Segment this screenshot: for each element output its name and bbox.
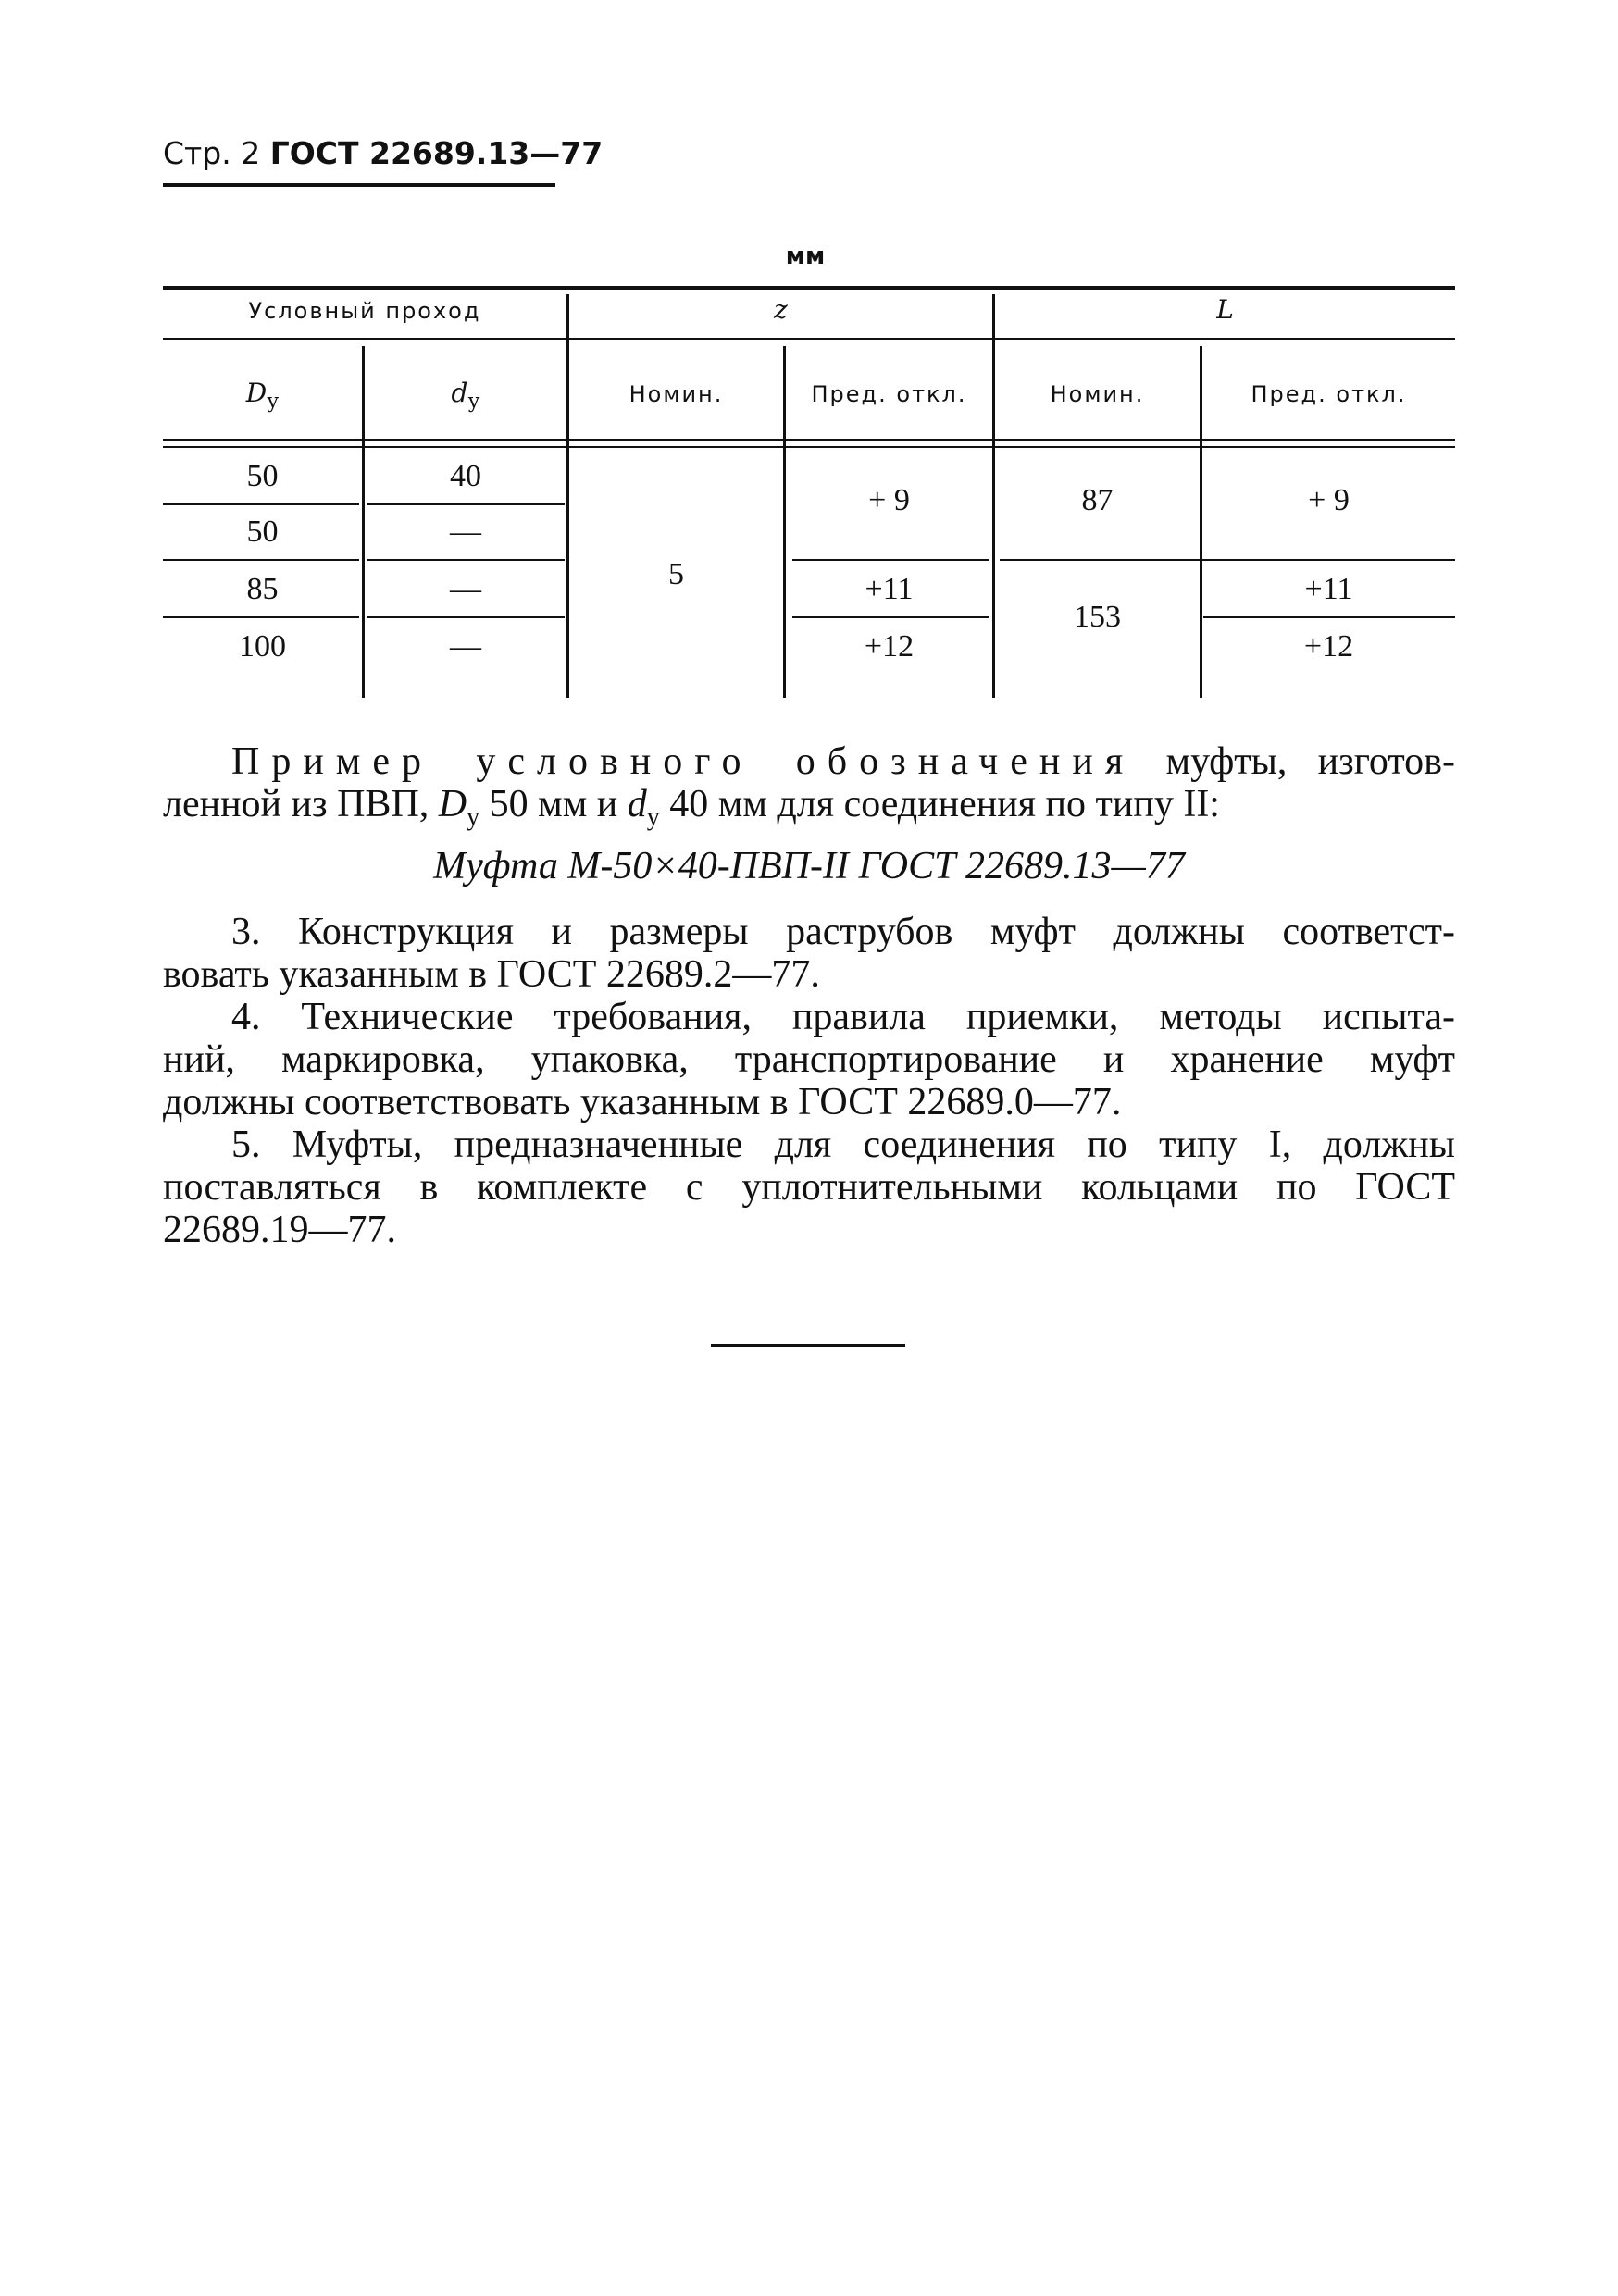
cell-dy-row4: — [450,629,481,664]
example-line-1: Пример условного обозначения муфты, изготов- [231,740,1455,783]
header-group-rule [163,338,1455,340]
example-line-2: ленной из ПВП, $D_у$ 50 мм и $d_у$ 40 мм для соединения по типу II: [163,783,1220,832]
header-L-nominal: Номин. [1050,381,1145,407]
item-4-line-2: ний, маркировка, упаковка, транспортирование и хранение муфт [163,1038,1455,1081]
row-rule-2-L [1000,559,1455,561]
page-header [163,135,603,171]
end-rule [711,1344,905,1347]
header-underline [163,183,555,187]
item-5 [163,1123,1455,1251]
cell-L-nominal-2: 153 [1074,600,1121,634]
designation-example: Муфта М-50×40-ПВП-II ГОСТ 22689.13—77 [433,845,1185,887]
cell-dy-row1: 40 [450,459,481,493]
cell-Dy-row1: 50 [246,459,279,493]
header-dy: $d_у$ [451,378,480,414]
cell-z-nominal: 5 [668,557,684,591]
row-rule-3-zdev [792,616,989,618]
row-rule-3 [163,616,359,618]
item-3 [163,911,1455,996]
row-rule-3b [367,616,565,618]
cell-Dy-row2: 50 [246,515,279,549]
header-L-deviation: Пред. откл. [1251,381,1407,407]
row-rule-2-zdev [792,559,989,561]
item-4-line-3: должны соответствовать указанным в ГОСТ 22689.0—77. [163,1081,1122,1123]
cell-L-deviation-1: + 9 [1308,483,1350,517]
cell-Dy-row4: 100 [239,629,286,664]
page-number: Стр. 2 [163,135,261,171]
item-4 [163,996,1455,1123]
cell-dy-row2: — [450,515,481,549]
cell-Dy-row3: 85 [246,572,279,606]
header-nominal-pass: Условный проход [248,298,481,324]
col-rule-z [566,294,569,698]
document-id: ГОСТ 22689.13—77 [269,135,604,171]
row-rule-1-dy [163,503,359,505]
header-bottom-rule-2 [163,446,1455,448]
cell-z-deviation-2: +11 [865,572,914,606]
cell-z-deviation-1: + 9 [868,483,910,517]
row-rule-2b [367,559,565,561]
header-z-nominal: Номин. [629,381,724,407]
item-4-line-1: 4. Технические требования, правила приемки, методы испыта- [231,996,1455,1038]
cell-L-deviation-2: +11 [1304,572,1353,606]
header-L: L [1216,294,1234,325]
table-top-rule [163,286,1455,290]
cell-z-deviation-3: +12 [864,629,915,664]
row-rule-1-dy2 [367,503,565,505]
table-unit: мм [785,242,826,270]
cell-L-nominal-1: 87 [1081,483,1114,517]
header-Dy: $D_у$ [245,378,280,414]
item-5-line-1: 5. Муфты, предназначенные для соединения по типу I, должны [231,1123,1455,1166]
row-rule-3-Ldev [1203,616,1455,618]
item-5-line-2: поставляться в комплекте с уплотнительными кольцами по ГОСТ [163,1166,1455,1209]
example-paragraph [163,740,1455,838]
row-rule-2 [163,559,359,561]
item-3-line-2: вовать указанным в ГОСТ 22689.2—77. [163,953,820,996]
cell-L-deviation-3: +12 [1303,629,1354,664]
header-z-deviation: Пред. откл. [811,381,967,407]
item-3-line-1: 3. Конструкция и размеры раструбов муфт должны соответст- [231,911,1455,953]
header-bottom-rule-1 [163,439,1455,441]
header-z: z [774,294,788,325]
item-5-line-3: 22689.19—77. [163,1209,396,1251]
cell-dy-row3: — [450,572,481,606]
